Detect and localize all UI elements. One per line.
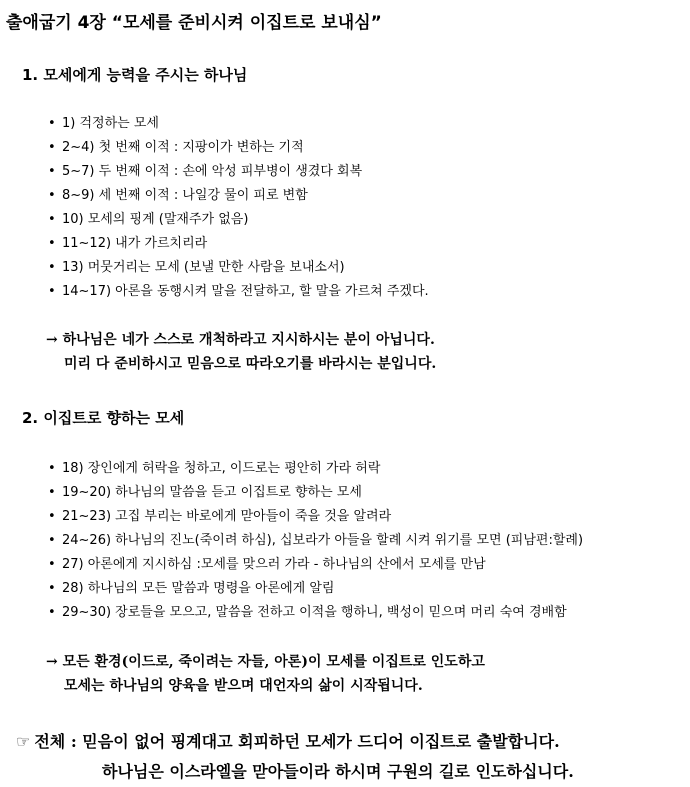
list-item <box>48 112 429 136</box>
bullet-dot: • <box>48 581 56 596</box>
summary-line: → 하나님은 네가 스스로 개척하라고 지시하시는 분이 아닙니다. <box>46 332 435 348</box>
list-item-text: 8~9) 세 번째 이적 : 나일강 물이 피로 변함 <box>62 188 308 203</box>
summary-line: 모세는 하나님의 양육을 받으며 대언자의 삶이 시작됩니다. <box>64 678 423 694</box>
list-item <box>48 529 583 553</box>
list-item-text: 11~12) 내가 가르치리라 <box>62 236 208 251</box>
list-item <box>48 553 583 577</box>
bullet-dot: • <box>48 284 56 299</box>
bullet-dot: • <box>48 212 56 227</box>
list-item <box>48 457 583 481</box>
document-title: 출애굽기 4장 “모세를 준비시켜 이집트로 보내심” <box>6 13 382 33</box>
list-item-text: 14~17) 아론을 동행시켜 말을 전달하고, 할 말을 가르쳐 주겠다. <box>62 284 429 299</box>
list-item <box>48 577 583 601</box>
list-item <box>48 481 583 505</box>
list-item <box>48 184 429 208</box>
bullet-dot: • <box>48 260 56 275</box>
bullet-dot: • <box>48 140 56 155</box>
list-item-text: 1) 걱정하는 모세 <box>62 116 159 131</box>
list-item <box>48 601 583 625</box>
section-2-heading: 2. 이집트로 향하는 모세 <box>22 409 185 427</box>
summary-line: → 모든 환경(이드로, 죽이려는 자들, 아론)이 모세를 이집트로 인도하고 <box>46 654 485 670</box>
bullet-dot: • <box>48 605 56 620</box>
bullet-dot: • <box>48 509 56 524</box>
pointing-hand-icon: ☞ <box>16 732 31 751</box>
list-item-text: 5~7) 두 번째 이적 : 손에 악성 피부병이 생겼다 회복 <box>62 164 363 179</box>
list-item-text: 24~26) 하나님의 진노(죽이려 하심), 십보라가 아들을 할례 시켜 위기를 모면 (피남편:할례) <box>62 533 584 548</box>
list-item-text: 28) 하나님의 모든 말씀과 명령을 아론에게 알림 <box>62 581 335 596</box>
list-item-text: 18) 장인에게 허락을 청하고, 이드로는 평안히 가라 허락 <box>62 461 381 476</box>
bullet-dot: • <box>48 533 56 548</box>
list-item-text: 2~4) 첫 번째 이적 : 지팡이가 변하는 기적 <box>62 140 304 155</box>
bullet-dot: • <box>48 557 56 572</box>
list-item-text: 27) 아론에게 지시하심 :모세를 맞으러 가라 - 하나님의 산에서 모세를 만남 <box>62 557 486 572</box>
bullet-dot: • <box>48 461 56 476</box>
bullet-dot: • <box>48 164 56 179</box>
bullet-dot: • <box>48 236 56 251</box>
conclusion-line <box>16 727 574 757</box>
list-item <box>48 160 429 184</box>
section-1-heading: 1. 모세에게 능력을 주시는 하나님 <box>22 66 248 84</box>
section-1-list <box>48 112 429 304</box>
bullet-dot: • <box>48 485 56 500</box>
section-2-summary <box>46 650 485 698</box>
list-item <box>48 136 429 160</box>
overall-conclusion <box>16 727 574 787</box>
list-item-text: 10) 모세의 핑계 (말재주가 없음) <box>62 212 249 227</box>
list-item-text: 29~30) 장로들을 모으고, 말씀을 전하고 이적을 행하니, 백성이 믿으며 머리 숙여 경배함 <box>62 605 567 620</box>
section-2-list <box>48 457 583 625</box>
conclusion-text: 전체 : 믿음이 없어 핑계대고 회피하던 모세가 드디어 이집트로 출발합니다. <box>34 732 560 751</box>
section-1-summary <box>46 328 436 376</box>
summary-line: 미리 다 준비하시고 믿음으로 따라오기를 바라시는 분입니다. <box>64 356 437 372</box>
list-item <box>48 280 429 304</box>
list-item <box>48 505 583 529</box>
list-item <box>48 208 429 232</box>
conclusion-line: 하나님은 이스라엘을 맏아들이라 하시며 구원의 길로 인도하십니다. <box>102 762 574 781</box>
bullet-dot: • <box>48 116 56 131</box>
list-item-text: 13) 머뭇거리는 모세 (보낼 만한 사람을 보내소서) <box>62 260 345 275</box>
bullet-dot: • <box>48 188 56 203</box>
list-item <box>48 232 429 256</box>
list-item <box>48 256 429 280</box>
list-item-text: 21~23) 고집 부리는 바로에게 맏아들이 죽을 것을 알려라 <box>62 509 392 524</box>
list-item-text: 19~20) 하나님의 말씀을 듣고 이집트로 향하는 모세 <box>62 485 362 500</box>
